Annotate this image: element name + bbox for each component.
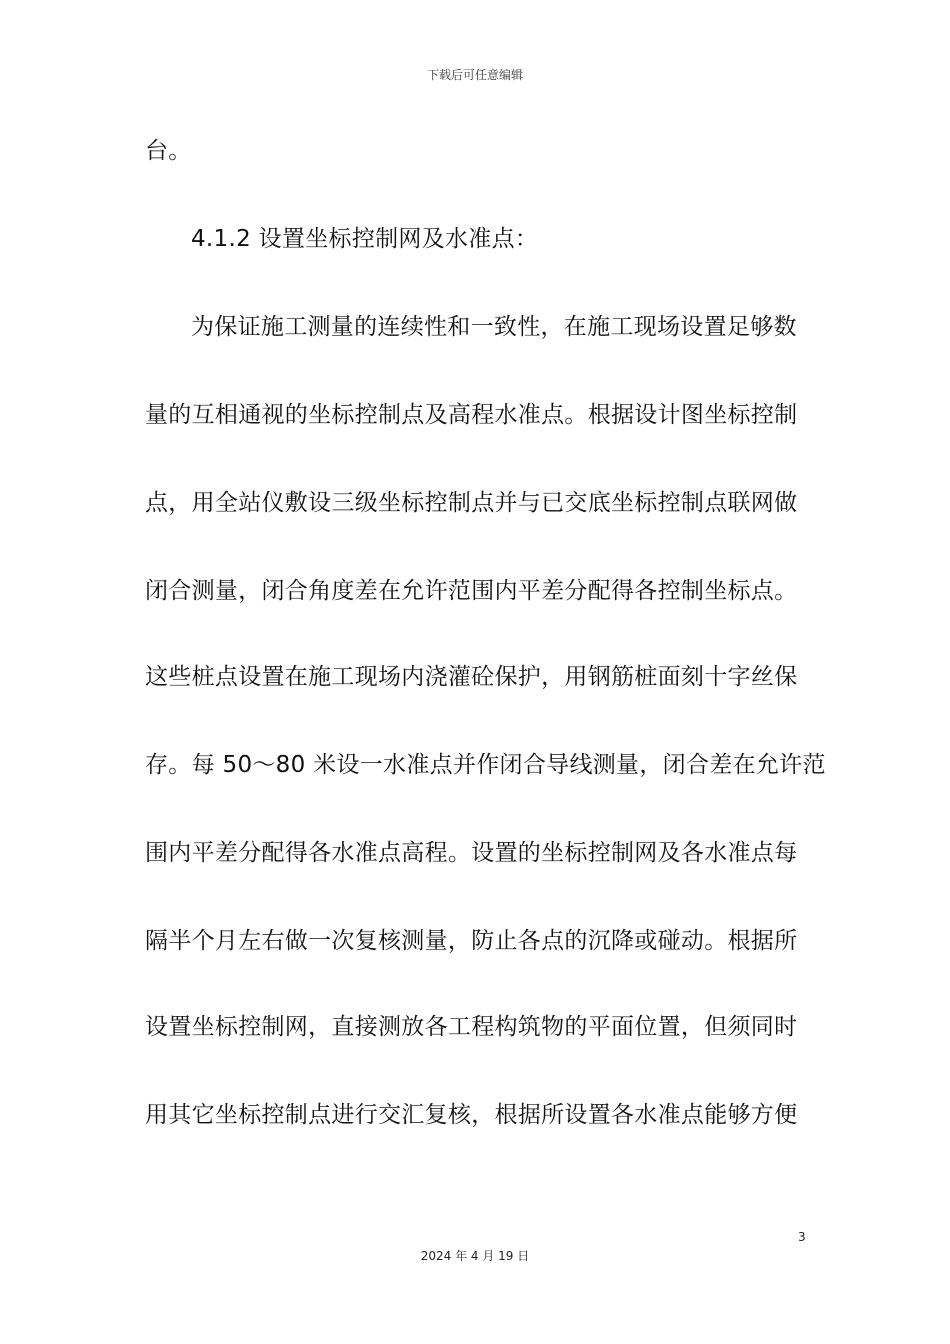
section-heading: 4.1.2 设置坐标控制网及水准点： xyxy=(191,226,539,252)
page-header: 下载后可任意编辑 xyxy=(426,68,523,82)
text-line: 量的互相通视的坐标控制点及高程水准点。根据设计图坐标控制 xyxy=(145,402,798,428)
text-line: 设置坐标控制网，直接测放各工程构筑物的平面位置，但须同时 xyxy=(145,1014,798,1040)
text-line: 台。 xyxy=(145,138,192,164)
text-line: 这些桩点设置在施工现场内浇灌砼保护，用钢筋桩面刻十字丝保 xyxy=(145,664,798,690)
text-line: 存。每 50～80 米设一水准点并作闭合导线测量，闭合差在允许范 xyxy=(145,752,826,778)
text-line: 为保证施工测量的连续性和一致性，在施工现场设置足够数 xyxy=(191,314,797,340)
footer-date: 2024 年 4 月 19 日 xyxy=(420,1249,530,1263)
text-line: 点，用全站仪敷设三级坐标控制点并与已交底坐标控制点联网做 xyxy=(145,490,798,516)
text-line: 用其它坐标控制点进行交汇复核，根据所设置各水准点能够方便 xyxy=(145,1102,798,1128)
text-line: 隔半个月左右做一次复核测量，防止各点的沉降或碰动。根据所 xyxy=(145,928,798,954)
text-line: 围内平差分配得各水准点高程。设置的坐标控制网及各水准点每 xyxy=(145,840,798,866)
text-line: 闭合测量，闭合角度差在允许范围内平差分配得各控制坐标点。 xyxy=(145,578,798,604)
page-number: 3 xyxy=(798,1230,806,1244)
